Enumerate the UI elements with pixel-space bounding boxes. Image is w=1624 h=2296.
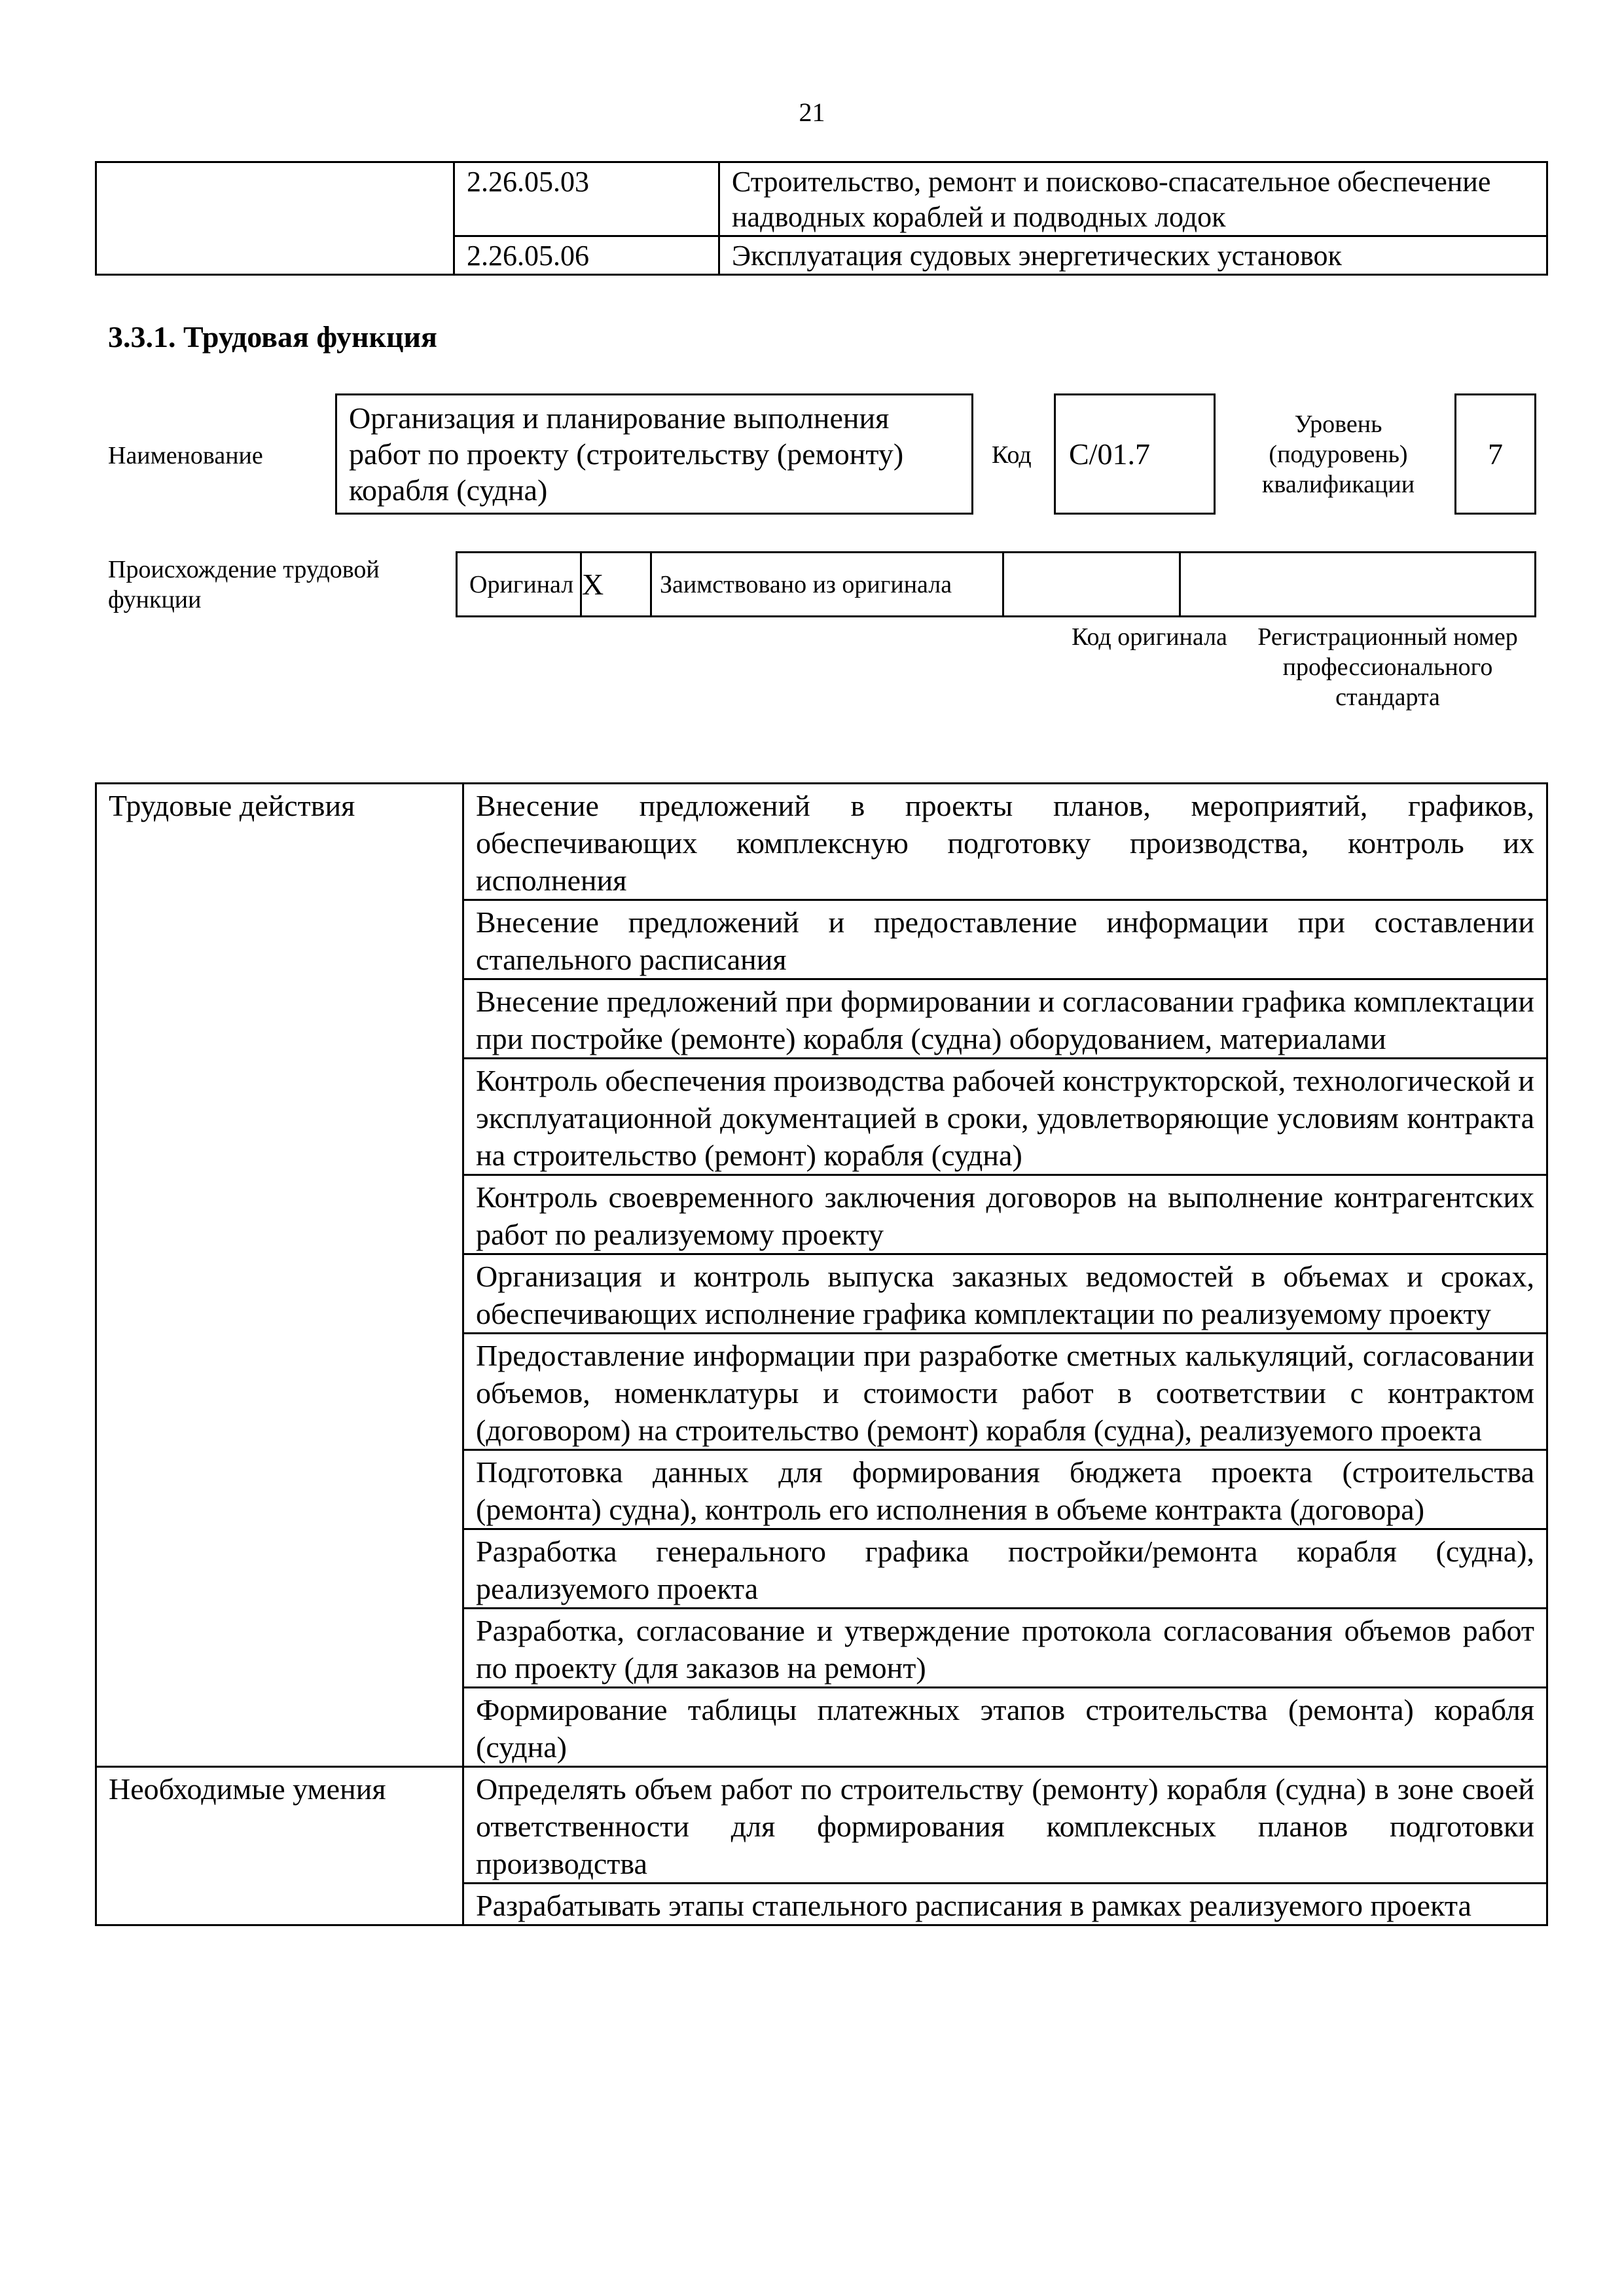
- name-label: Наименование: [108, 442, 263, 469]
- labor-action-item: Контроль своевременного заключения договоров на выполнение контрагентских работ по реализуемому проекту: [463, 1175, 1547, 1254]
- labor-action-item: Внесение предложений в проекты планов, мероприятий, графиков, обеспечивающих комплексную подготовку производства, контроль их исполнения: [463, 784, 1547, 900]
- empty-cell: [96, 162, 454, 275]
- labor-action-item: Организация и контроль выпуска заказных ведомостей в объемах и сроках, обеспечивающих исполнение графика комплектации по реализуемому проекту: [463, 1254, 1547, 1334]
- reg-number-cell: [1180, 553, 1536, 617]
- labor-action-item: Внесение предложений и предоставление информации при составлении стапельного расписания: [463, 900, 1547, 979]
- function-code-value: C/01.7: [1054, 393, 1216, 515]
- skill-item: Разрабатывать этапы стапельного расписания в рамках реализуемого проекта: [463, 1884, 1547, 1925]
- code-label: Код: [992, 441, 1032, 469]
- origin-table: [456, 551, 1536, 617]
- function-name-value: Организация и планирование выполнения работ по проекту (строительству (ремонту) корабля (судна): [335, 393, 973, 515]
- labor-action-item: Формирование таблицы платежных этапов строительства (ремонта) корабля (судна): [463, 1688, 1547, 1767]
- borrowed-label: Заимствовано из оригинала: [651, 553, 1003, 617]
- code-cell: 2.26.05.06: [454, 236, 719, 275]
- labor-action-item: Подготовка данных для формирования бюджета проекта (строительства (ремонта) судна), контроль его исполнения в объеме контракта (договора): [463, 1450, 1547, 1529]
- table-row: [96, 1767, 1547, 1884]
- table-row: [96, 162, 1547, 236]
- description-cell: Строительство, ремонт и поисково-спасательное обеспечение надводных кораблей и подводных лодок: [719, 162, 1547, 236]
- function-details-table: [95, 782, 1548, 1926]
- labor-action-item: Контроль обеспечения производства рабочей конструкторской, технологической и эксплуатационной документацией в сроки, удовлетворяющие условиям контракта на строительство (ремонт) корабля (судна): [463, 1059, 1547, 1175]
- skills-label: Необходимые умения: [96, 1767, 463, 1925]
- page-number: 21: [799, 98, 825, 127]
- section-title: 3.3.1. Трудовая функция: [108, 320, 437, 354]
- reg-caption: Регистрационный номер профессионального стандарта: [1257, 623, 1518, 711]
- original-mark: X: [581, 553, 651, 617]
- origin-label: Происхождение трудовой функции: [108, 556, 380, 613]
- labor-action-item: Разработка, согласование и утверждение протокола согласования объемов работ по проекту (для заказов на ремонт): [463, 1609, 1547, 1688]
- level-label: Уровень (подуровень) квалификации: [1261, 410, 1415, 498]
- code-cell: 2.26.05.03: [454, 162, 719, 236]
- labor-action-item: Внесение предложений при формировании и согласовании графика комплектации при постройке (ремонте) корабля (судна) оборудованием, материалами: [463, 979, 1547, 1059]
- level-value: 7: [1454, 393, 1536, 515]
- table-row: [96, 784, 1547, 900]
- labor-action-item: Разработка генерального графика постройки/ремонта корабля (судна), реализуемого проекта: [463, 1529, 1547, 1609]
- table-row: [457, 553, 1536, 617]
- description-cell: Эксплуатация судовых энергетических установок: [719, 236, 1547, 275]
- labor-actions-label: Трудовые действия: [96, 784, 463, 1767]
- original-label: Оригинал: [457, 553, 581, 617]
- original-code-cell: [1003, 553, 1180, 617]
- skill-item: Определять объем работ по строительству (ремонту) корабля (судна) в зоне своей ответственности для формирования комплексных планов подготовки производства: [463, 1767, 1547, 1884]
- code-caption: Код оригинала: [1072, 623, 1227, 651]
- codes-table: [95, 161, 1548, 276]
- labor-action-item: Предоставление информации при разработке сметных калькуляций, согласовании объемов, номенклатуры и стоимости работ в соответствии с контрактом (договором) на строительство (ремонт) корабля (судна), реализуемого проекта: [463, 1334, 1547, 1450]
